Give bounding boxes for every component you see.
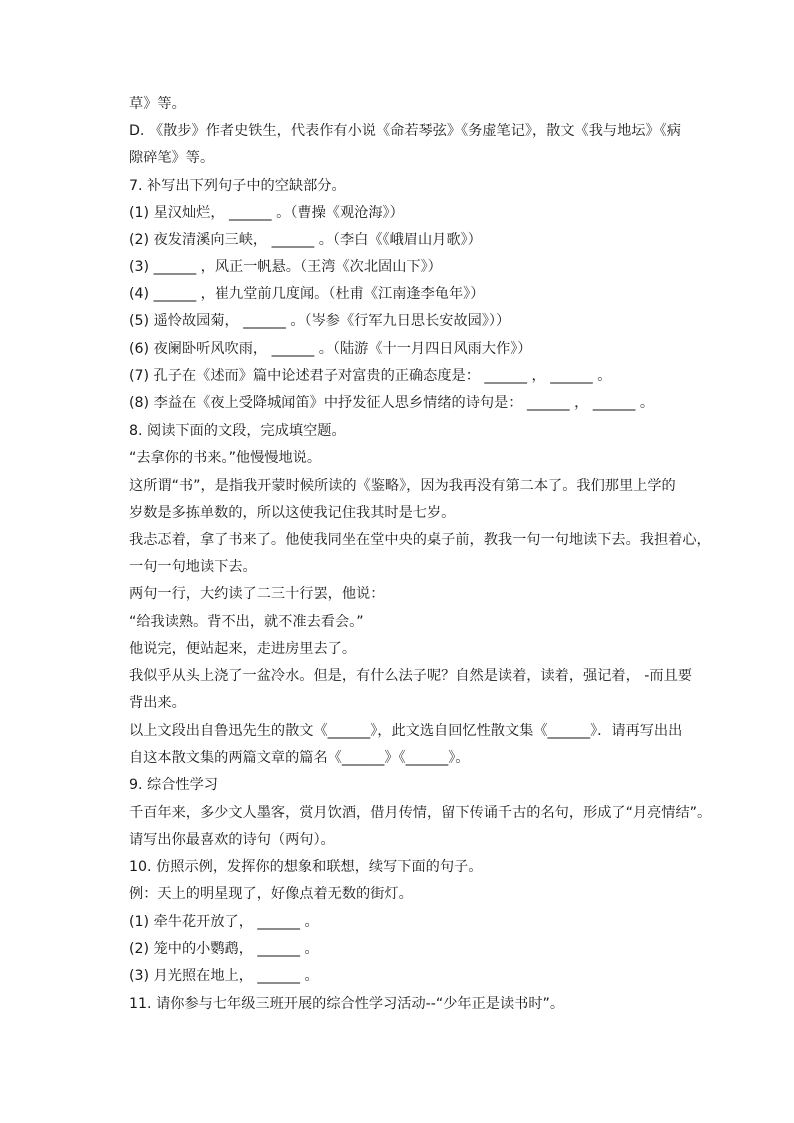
text-line: (1) 星汉灿烂， ______ 。（曹操《观沧海》） xyxy=(129,205,404,221)
text-line: (2) 笼中的小鹦鹉， ______ 。 xyxy=(129,941,319,957)
text-line: 岁数是多拣单数的，所以这使我记住我其时是七岁。 xyxy=(129,505,456,521)
text-line: 草》等。 xyxy=(129,96,186,112)
text-line: 自这本散文集的两篇文章的篇名《______》《______》。 xyxy=(129,750,470,766)
text-line: “给我读熟。背不出，就不准去看会。” xyxy=(129,614,364,630)
text-line: 背出来。 xyxy=(129,695,186,711)
question-heading: 10. 仿照示例，发挥你的想象和联想，续写下面的句子。 xyxy=(129,859,483,875)
question-heading: 8. 阅读下面的文段，完成填空题。 xyxy=(129,423,346,439)
question-heading: 7. 补写出下列句子中的空缺部分。 xyxy=(129,178,346,194)
text-line: 我忐忑着，拿了书来了。他使我同坐在堂中央的桌子前，教我一句一句地读下去。我担着心， xyxy=(129,532,711,548)
text-line: (1) 牵牛花开放了， ______ 。 xyxy=(129,914,319,930)
text-line: 两句一行，大约读了二三十行罢，他说： xyxy=(129,586,385,602)
question-heading: 9. 综合性学习 xyxy=(129,777,218,793)
text-line: 这所谓“书”，是指我开蒙时候所读的《鉴略》，因为我再没有第二本了。我们那里上学的 xyxy=(129,478,676,494)
text-line: (5) 遥怜故园菊， ______ 。（岑参《行军九日思长安故园》）） xyxy=(129,313,511,329)
text-line: 例：天上的明星现了，好像点着无数的街灯。 xyxy=(129,886,413,902)
text-line: (8) 李益在《夜上受降城闻笛》中抒发征人思乡情绪的诗句是： ______ ， ______ 。 xyxy=(129,395,655,411)
text-line: 他说完，便站起来，走进房里去了。 xyxy=(129,641,357,657)
text-line: 一句一句地读下去。 xyxy=(129,559,257,575)
text-line: (6) 夜阑卧听风吹雨， ______ 。（陆游《十一月四日风雨大作》） xyxy=(129,341,532,357)
text-line: 千百年来，多少文人墨客，赏月饮酒，借月传情，留下传诵千古的名句，形成了“月亮情结”。 xyxy=(129,805,712,821)
text-line: (4) ______ ，崔九堂前几度闻。（杜甫《江南逢李龟年》） xyxy=(129,286,485,302)
text-line: 我似乎从头上浇了一盆冷水。但是，有什么法子呢？自然是读着，读着，强记着， -而且要 xyxy=(129,668,692,684)
text-line: (7) 孔子在《述而》篇中论述君子对富贵的正确态度是： ______ ， ______ 。 xyxy=(129,368,612,384)
text-line: 以上文段出自鲁迅先生的散文《______》，此文选自回忆性散文集《______》．请再写出出 xyxy=(129,723,683,739)
text-line: 请写出你最喜欢的诗句（两句）。 xyxy=(129,832,335,848)
text-line: (3) 月光照在地上， ______ 。 xyxy=(129,968,319,984)
text-line: D. 《散步》作者史铁生，代表作有小说《命若琴弦》《务虚笔记》，散文《我与地坛》《病 xyxy=(129,123,681,139)
text-line: (3) ______ ，风正一帆悬。（王湾《次北固山下》） xyxy=(129,259,442,275)
text-line: “去拿你的书来。”他慢慢地说。 xyxy=(129,450,322,466)
text-line: 隙碎笔》等。 xyxy=(129,150,215,166)
question-heading: 11. 请你参与七年级三班开展的综合性学习活动--“少年正是读书时”。 xyxy=(129,996,565,1012)
text-line: (2) 夜发清溪向三峡， ______ 。（李白《《峨眉山月歌》） xyxy=(129,232,482,248)
